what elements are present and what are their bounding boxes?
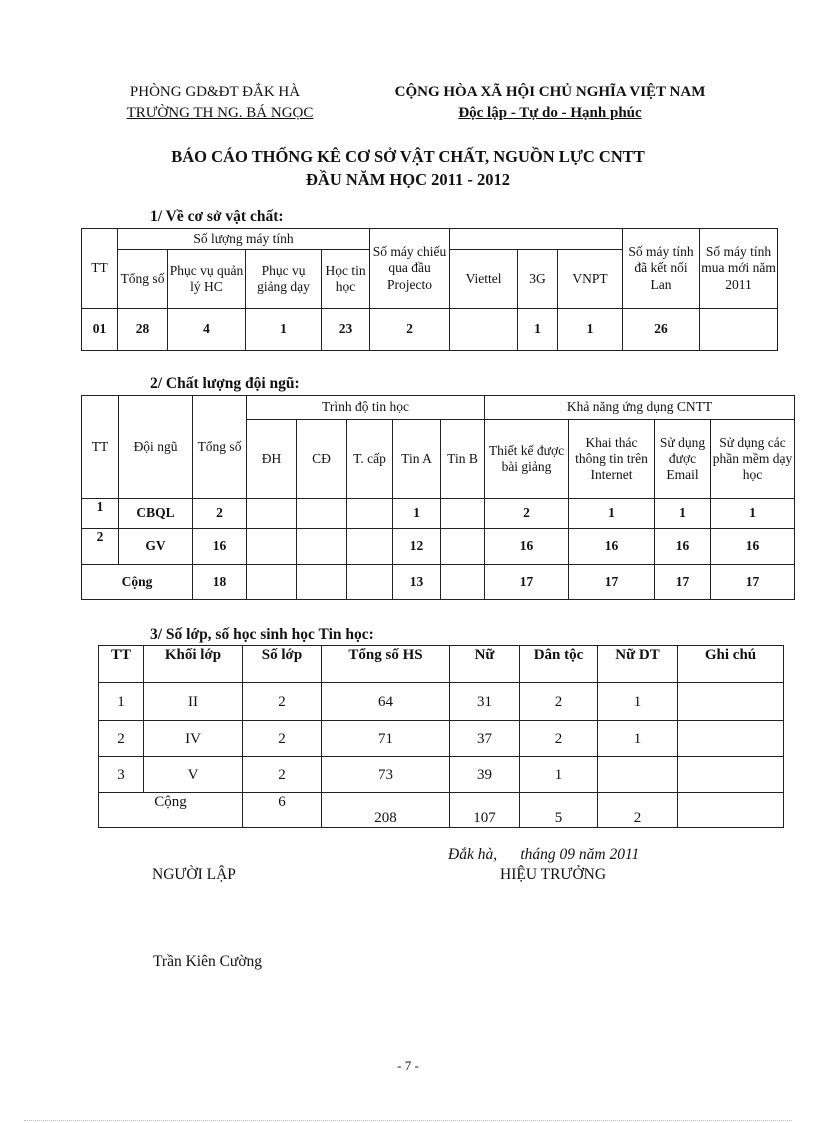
sum-label: Cộng	[99, 793, 243, 828]
students-table	[98, 645, 784, 828]
col-female: Nữ	[450, 646, 520, 683]
cell: 5	[520, 793, 598, 828]
place-date: Đắk hà, tháng 09 năm 2011	[448, 846, 640, 863]
section1-heading: 1/ Về cơ sở vật chất:	[150, 208, 284, 225]
sum-row	[99, 793, 784, 828]
col-total: Tổng số	[193, 396, 247, 499]
cell: 16	[569, 529, 655, 565]
col-note: Ghi chú	[678, 646, 784, 683]
cell: 16	[193, 529, 247, 565]
cell: GV	[119, 529, 193, 565]
col-design: Thiết kế được bài giảng	[485, 420, 569, 499]
cell	[700, 309, 778, 351]
sum-label: Cộng	[82, 565, 193, 600]
table-row	[82, 309, 778, 351]
cell: 26	[623, 309, 700, 351]
cell: 2	[193, 499, 247, 529]
col-ethnic: Dân tộc	[520, 646, 598, 683]
col-cd: CĐ	[297, 420, 347, 499]
national-motto: Độc lập - Tự do - Hạnh phúc	[458, 105, 642, 121]
cell: II	[144, 683, 243, 721]
cell: CBQL	[119, 499, 193, 529]
group-it-ability: Khả năng ứng dụng CNTT	[485, 396, 795, 420]
department-name: PHÒNG GD&ĐT ĐẮK HÀ	[129, 84, 301, 100]
cell: 4	[168, 309, 246, 351]
cell	[441, 565, 485, 600]
cell	[598, 757, 678, 793]
col-viettel: Viettel	[450, 250, 518, 309]
cell: 23	[322, 309, 370, 351]
table-row	[99, 683, 784, 721]
cell: 1	[393, 499, 441, 529]
cell: 2	[243, 683, 322, 721]
cell: 13	[393, 565, 441, 600]
col-total: Tổng số	[118, 250, 168, 309]
cell: 73	[322, 757, 450, 793]
cell: 1	[569, 499, 655, 529]
cell: 1	[655, 499, 711, 529]
cell: 28	[118, 309, 168, 351]
col-internet: Khai thác thông tin trên Internet	[569, 420, 655, 499]
cell	[347, 499, 393, 529]
col-students: Tổng số HS	[322, 646, 450, 683]
cell: 208	[322, 793, 450, 828]
cell: 1	[598, 721, 678, 757]
section2-heading: 2/ Chất lượng đội ngũ:	[150, 375, 300, 392]
staff-table	[81, 395, 795, 600]
report-title: BÁO CÁO THỐNG KÊ CƠ SỞ VẬT CHẤT, NGUỒN LỰC CNTT	[171, 147, 645, 166]
facilities-table	[81, 228, 778, 351]
col-tt: TT	[82, 396, 119, 499]
group-internet	[450, 229, 623, 250]
cell	[247, 529, 297, 565]
col-staff: Đội ngũ	[119, 396, 193, 499]
col-lab: Học tin học	[322, 250, 370, 309]
page-edge-divider	[24, 1120, 792, 1121]
cell: 1	[82, 499, 119, 529]
cell	[678, 721, 784, 757]
cell	[297, 529, 347, 565]
cell: 17	[655, 565, 711, 600]
cell: 1	[711, 499, 795, 529]
cell: 31	[450, 683, 520, 721]
cell	[678, 683, 784, 721]
cell: 16	[655, 529, 711, 565]
sum-row	[82, 565, 795, 600]
table-row	[99, 757, 784, 793]
col-vnpt: VNPT	[558, 250, 623, 309]
col-tt: TT	[99, 646, 144, 683]
cell: IV	[144, 721, 243, 757]
cell: 37	[450, 721, 520, 757]
cell: 2	[370, 309, 450, 351]
cell: 16	[485, 529, 569, 565]
cell: 71	[322, 721, 450, 757]
cell: 2	[520, 683, 598, 721]
preparer-name: Trần Kiên Cường	[153, 953, 263, 970]
principal-title: HIỆU TRƯỞNG	[500, 866, 607, 883]
report-subtitle: ĐẦU NĂM HỌC 2011 - 2012	[306, 170, 510, 189]
cell	[247, 565, 297, 600]
cell: 2	[520, 721, 598, 757]
col-teaching: Phục vụ giảng dạy	[246, 250, 322, 309]
cell	[297, 565, 347, 600]
cell: 1	[558, 309, 623, 351]
col-lan: Số máy tính đã kết nối Lan	[623, 229, 700, 309]
cell: 17	[569, 565, 655, 600]
group-it-level: Trình độ tin học	[247, 396, 485, 420]
cell: 01	[82, 309, 118, 351]
cell: 2	[598, 793, 678, 828]
col-email: Sử dụng được Email	[655, 420, 711, 499]
col-admin: Phục vụ quản lý HC	[168, 250, 246, 309]
col-tina: Tin A	[393, 420, 441, 499]
col-projector: Số máy chiếu qua đầu Projecto	[370, 229, 450, 309]
cell: V	[144, 757, 243, 793]
cell: 1	[99, 683, 144, 721]
cell: 1	[518, 309, 558, 351]
school-name-wrap	[100, 105, 340, 122]
table-row	[82, 499, 795, 529]
cell: 17	[485, 565, 569, 600]
cell: 64	[322, 683, 450, 721]
cell: 1	[598, 683, 678, 721]
col-tt: TT	[82, 229, 118, 309]
cell	[678, 757, 784, 793]
col-software: Sử dụng các phần mềm dạy học	[711, 420, 795, 499]
col-tcap: T. cấp	[347, 420, 393, 499]
table-row	[82, 529, 795, 565]
col-tinb: Tin B	[441, 420, 485, 499]
cell	[347, 529, 393, 565]
cell: 1	[246, 309, 322, 351]
cell: 16	[711, 529, 795, 565]
cell: 39	[450, 757, 520, 793]
section3-heading: 3/ Số lớp, số học sinh học Tin học:	[150, 626, 374, 643]
col-female-ethnic: Nữ DT	[598, 646, 678, 683]
header-row	[99, 646, 784, 683]
cell: 6	[243, 793, 322, 828]
col-grade: Khối lớp	[144, 646, 243, 683]
cell: 2	[82, 529, 119, 565]
group-computers: Số lượng máy tính	[118, 229, 370, 250]
national-title: CỘNG HÒA XÃ HỘI CHỦ NGHĨA VIỆT NAM	[394, 84, 706, 100]
cell: 107	[450, 793, 520, 828]
cell	[441, 499, 485, 529]
cell: 2	[99, 721, 144, 757]
cell	[297, 499, 347, 529]
col-new: Số máy tính mua mới năm 2011	[700, 229, 778, 309]
school-name: TRƯỜNG TH NG. BÁ NGỌC	[126, 105, 314, 121]
cell: 12	[393, 529, 441, 565]
col-dh: ĐH	[247, 420, 297, 499]
cell: 2	[243, 721, 322, 757]
table-row	[99, 721, 784, 757]
preparer-title: NGƯỜI LẬP	[152, 866, 236, 883]
col-3g: 3G	[518, 250, 558, 309]
cell: 3	[99, 757, 144, 793]
cell: 2	[243, 757, 322, 793]
cell	[441, 529, 485, 565]
cell	[450, 309, 518, 351]
cell: 2	[485, 499, 569, 529]
cell: 1	[520, 757, 598, 793]
cell	[347, 565, 393, 600]
cell: 18	[193, 565, 247, 600]
motto-wrap	[362, 105, 738, 122]
cell	[247, 499, 297, 529]
cell: 17	[711, 565, 795, 600]
col-classes: Số lớp	[243, 646, 322, 683]
cell	[678, 793, 784, 828]
page-number: - 7 -	[397, 1058, 419, 1073]
